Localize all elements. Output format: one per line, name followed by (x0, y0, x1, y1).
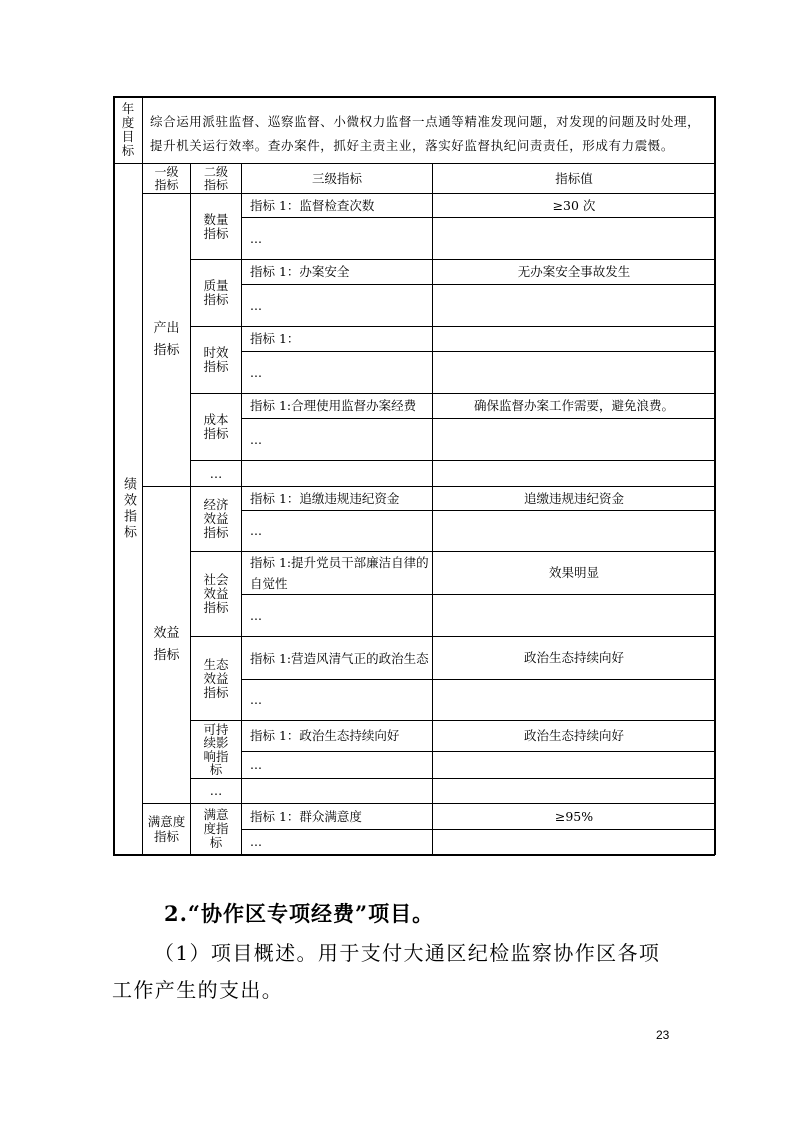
economic-value-1: 追缴违规违纪资金 (523, 490, 624, 506)
ecological-value-1: 政治生态持续向好 (523, 650, 624, 665)
header-level3: 三级指标 (311, 170, 362, 186)
social-value-1: 效果明显 (548, 565, 599, 580)
sub-quantity (191, 194, 241, 259)
goal-text: 综合运用派驻监督、巡察监督、小微权力监督一点通等精准发现问题，对发现的问题及时处理，提升机关运行效率。查办案件，抓好主责主业，落实好监督执纪问责责任，形成有力震慑。 (150, 114, 701, 153)
sub-timeliness (191, 327, 241, 393)
sub-sustainable-text: 可持续影响指标 (203, 721, 229, 777)
header-level2 (191, 164, 241, 193)
sustainable-indicator-1: 指标 1：政治生态持续向好 (250, 728, 400, 743)
satisfaction-ellipsis: ... (250, 834, 262, 849)
ecological-indicator-1: 指标 1:营造风清气正的政治生态 (250, 650, 429, 666)
sub-social-text: 社会效益指标 (203, 572, 229, 615)
cost-value-1: 确保监督办案工作需要，避免浪费。 (473, 398, 674, 413)
quantity-indicator-1: 指标 1：监督检查次数 (250, 197, 375, 213)
sub-social (191, 552, 241, 636)
group-output-text: 产出指标 (153, 321, 180, 358)
sub-quantity-text: 数量指标 (203, 211, 229, 241)
group-satisfaction-text: 满意度指标 (147, 814, 186, 844)
page-number: 23 (656, 1028, 670, 1042)
perf-label: 绩效指标 (121, 477, 136, 541)
quantity-value-1: ≥30 次 (552, 197, 596, 213)
sub-sustainable (191, 721, 241, 778)
quality-ellipsis: ... (250, 297, 262, 313)
group-benefit (143, 487, 190, 803)
group-satisfaction (143, 804, 190, 854)
section-heading: 2.“协作区专项经费”项目。 (164, 901, 435, 926)
sub-satisfaction (191, 804, 241, 854)
goal-label: 年度目标 (121, 101, 135, 158)
paragraph-line-1: （1）项目概述。用于支付大通区纪检监察协作区各项 (154, 941, 661, 965)
sub-timeliness-text: 时效指标 (203, 345, 229, 374)
output-ellipsis: … (209, 465, 223, 481)
perf-label-cell (114, 164, 142, 854)
quality-value-1: 无办案安全事故发生 (517, 264, 631, 279)
sub-economic (191, 487, 241, 551)
timeliness-value-1 (433, 327, 715, 351)
header-value: 指标值 (555, 170, 593, 186)
timeliness-indicator-1: 指标 1： (250, 331, 300, 346)
satisfaction-indicator-1: 指标 1：群众满意度 (250, 808, 362, 824)
header-level1-text: 一级指标 (154, 164, 179, 192)
cost-ellipsis: ... (250, 431, 262, 447)
sub-ecological (191, 637, 241, 720)
sustainable-ellipsis: ... (250, 757, 262, 772)
sub-quality-text: 质量指标 (203, 278, 229, 307)
sub-satisfaction-text: 满意度指标 (203, 807, 229, 850)
cost-indicator-1: 指标 1:合理使用监督办案经费 (250, 398, 417, 413)
sub-ecological-text: 生态效益指标 (203, 656, 229, 700)
satisfaction-value-1: ≥95% (554, 808, 594, 824)
sub-cost-text: 成本指标 (203, 412, 229, 441)
sub-economic-text: 经济效益指标 (203, 497, 229, 540)
group-benefit-text: 效益指标 (153, 626, 180, 663)
group-output (143, 194, 190, 486)
header-level2-text: 二级指标 (203, 164, 228, 192)
sustainable-value-1: 政治生态持续向好 (523, 728, 624, 743)
goal-label-cell (114, 97, 142, 163)
quality-indicator-1: 指标 1：办案安全 (250, 264, 350, 279)
social-indicator-1: 指标 1:提升党员干部廉洁自律的自觉性 (250, 555, 429, 591)
quantity-ellipsis: ... (250, 230, 262, 246)
economic-indicator-1: 指标 1：追缴违规违纪资金 (250, 490, 400, 506)
ecological-ellipsis: ... (250, 692, 262, 707)
benefit-ellipsis: … (209, 783, 223, 798)
paragraph-line-2: 工作产生的支出。 (112, 978, 284, 1002)
sub-cost (191, 394, 241, 460)
social-ellipsis: ... (250, 607, 262, 623)
header-level1 (143, 164, 190, 193)
sub-quality (191, 260, 241, 326)
economic-ellipsis: ... (250, 523, 262, 538)
timeliness-ellipsis: ... (250, 364, 262, 380)
